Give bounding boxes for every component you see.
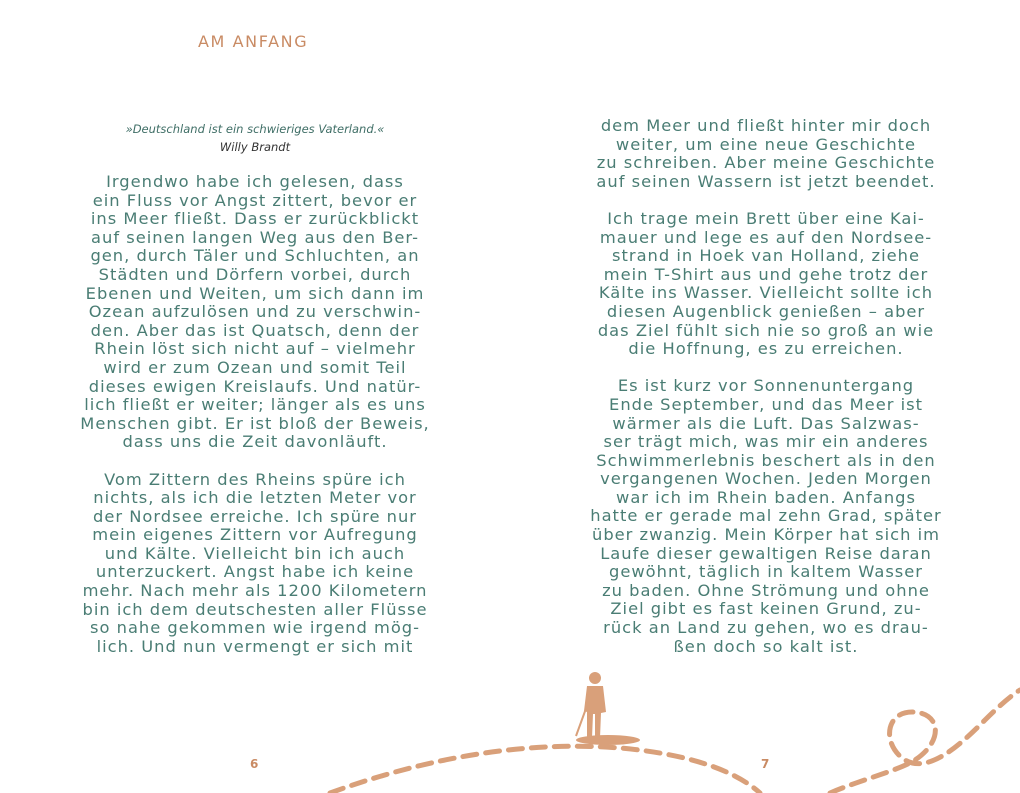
text-line: dieses ewigen Kreislaufs. Und natür- [88,376,422,396]
dashed-wave-path [330,746,760,793]
text-line: den. Aber das ist Quatsch, denn der [90,320,420,340]
text-line: unterzuckert. Angst habe ich keine [95,562,415,582]
text-line: strand in Hoek van Holland, ziehe [612,246,920,266]
text-line: mein eigenes Zittern vor Aufregung [92,525,418,545]
text-line: mein T-Shirt aus und gehe trotz der [603,264,929,284]
text-line: zu baden. Ohne Strömung und ohne [602,580,930,600]
text-line: war ich im Rhein baden. Anfangs [616,487,916,507]
text-line: Ziel gibt es fast keinen Grund, zu- [610,599,922,619]
page-number-left: 6 [250,757,259,771]
dashed-loop-path [830,690,1020,793]
text-line: Ebenen und Weiten, um sich dann im [85,283,425,303]
text-line: Ozean aufzulösen und zu verschwin- [88,302,422,322]
chapter-title: AM ANFANG [198,32,309,51]
text-line: rück an Land zu gehen, wo es drau- [603,618,929,638]
text-line: die Hoffnung, es zu erreichen. [628,339,904,359]
text-line: Irgendwo habe ich gelesen, dass [106,172,404,191]
text-line: auf seinen langen Weg aus den Ber- [91,227,419,247]
paddleboarder-icon [576,672,640,745]
text-line: weiter, um eine neue Geschichte [615,134,917,154]
text-line: ser trägt mich, was mir ein anderes [603,432,929,452]
text-line: nichts, als ich die letzten Meter vor [93,488,417,508]
text-line: wärmer als die Luft. Das Salzwas- [612,413,920,433]
text-line: diesen Augenblick genießen – aber [606,301,926,321]
text-line: Laufe dieser gewaltigen Reise daran [600,543,932,563]
text-line: Vom Zittern des Rheins spüre ich [104,469,406,489]
text-line: Ende September, und das Meer ist [609,394,923,414]
page-number-right: 7 [761,757,770,771]
text-line: ins Meer fließt. Dass er zurückblickt [90,209,420,229]
text-line: so nahe gekommen wie irgend mög- [90,618,420,638]
text-line: über zwanzig. Mein Körper hat sich im [592,525,940,545]
text-line: Städten und Dörfern vorbei, durch [98,264,412,284]
text-line: Menschen gibt. Er ist bloß der Beweis, [80,413,430,433]
epigraph-quote: »Deutschland ist ein schwieriges Vaterland.« [125,122,385,136]
text-line: zu schreiben. Aber meine Geschichte [596,153,936,173]
text-line: auf seinen Wassern ist jetzt beendet. [596,171,936,191]
text-line: ßen doch so kalt ist. [673,636,859,656]
text-line: Rhein löst sich nicht auf – vielmehr [94,339,416,359]
text-line: Schwimmerlebnis beschert als in den [596,450,936,470]
text-line: Kälte ins Wasser. Vielleicht sollte ich [598,283,934,303]
text-line: Ich trage mein Brett über eine Kai- [607,208,925,228]
text-line: wird er zum Ozean und somit Teil [103,357,407,377]
text-line: gewöhnt, täglich in kaltem Wasser [609,562,923,582]
text-line: lich. Und nun vermengt er sich mit [96,636,414,656]
text-line: der Nordsee erreiche. Ich spüre nur [93,506,417,526]
text-line: das Ziel fühlt sich nie so groß an wie [597,320,935,340]
text-line: dem Meer und fließt hinter mir doch [600,116,932,135]
text-line: hatte er gerade mal zehn Grad, später [590,506,942,526]
text-line: und Kälte. Vielleicht bin ich auch [104,543,406,563]
text-line: Es ist kurz vor Sonnenuntergang [617,376,915,396]
text-line: gen, durch Täler und Schluchten, an [90,246,420,266]
text-line: dass uns die Zeit davonläuft. [122,432,388,452]
text-line: ein Fluss vor Angst zittert, bevor er [92,190,418,210]
text-line: vergangenen Wochen. Jeden Morgen [600,469,932,489]
text-line: mauer und lege es auf den Nordsee- [599,227,933,247]
text-line: mehr. Nach mehr als 1200 Kilometern [82,581,428,601]
epigraph-author: Willy Brandt [219,140,291,154]
text-line: lich fließt er weiter; länger als es uns [84,395,426,415]
text-line: bin ich dem deutschesten aller Flüsse [82,599,428,619]
